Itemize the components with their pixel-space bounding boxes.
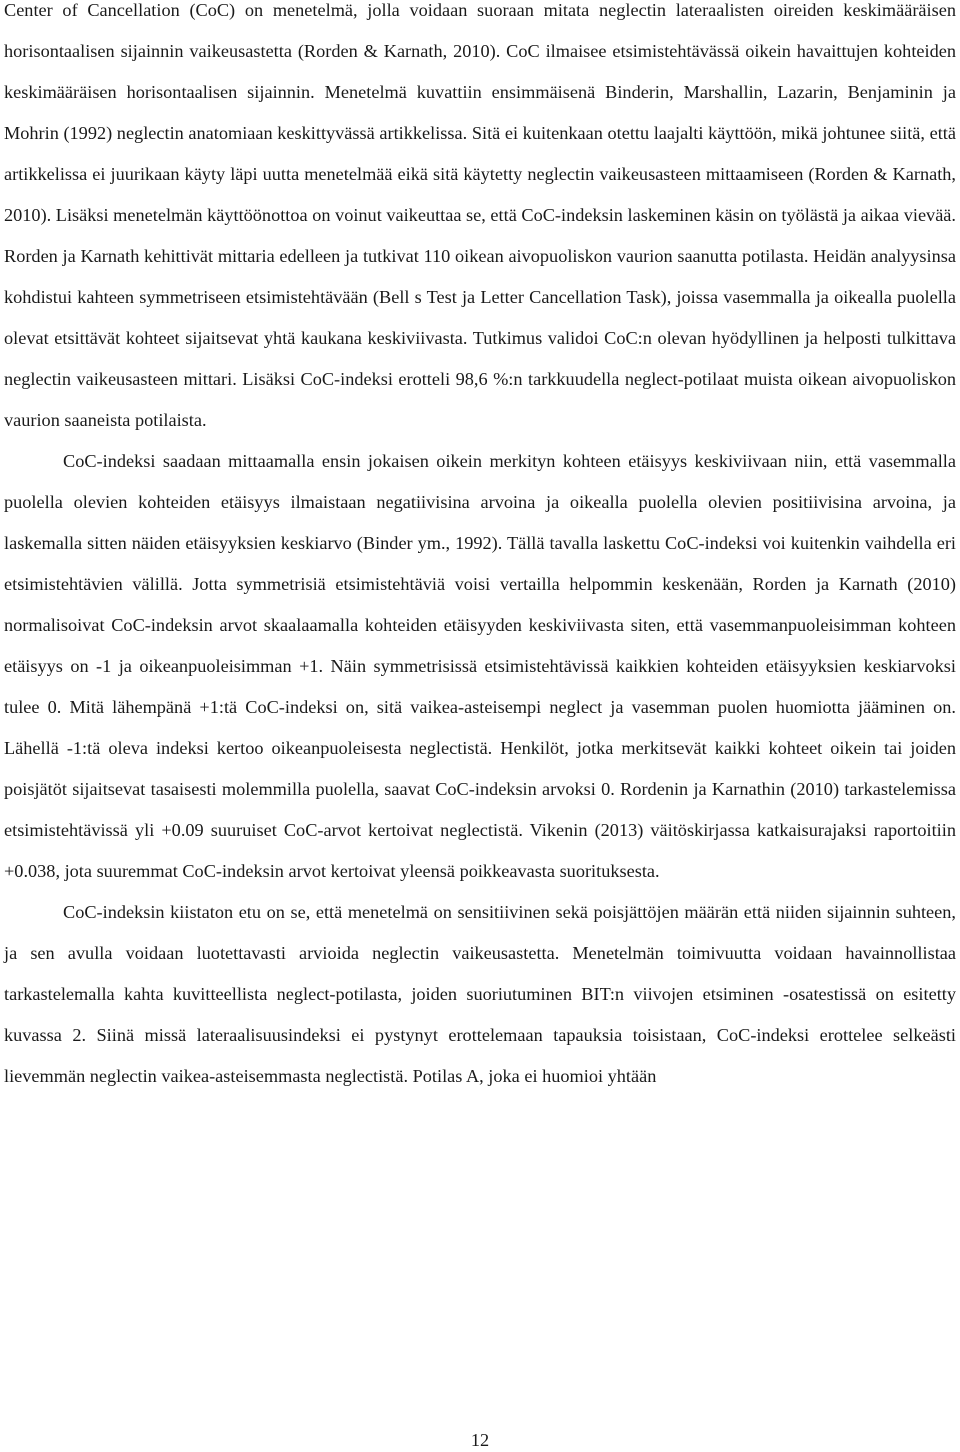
paragraph-coc-definition: Center of Cancellation (CoC) on menetelmä, jolla voidaan suoraan mitata neglectin lateraalisten oireiden keskimääräisen horisontaalisen sijainnin vaikeusastetta (Rorden & Karnath, 2010). CoC ilmaisee etsimistehtävässä oikein havaittujen kohteiden keskimääräisen horisontaalisen sijainnin. Menetelmä kuvattiin ensimmäisenä Binderin, Marshallin, Lazarin, Benjaminin ja Mohrin (1992) neglectin anatomiaan keskittyvässä artikkelissa. Sitä ei kuitenkaan otettu laajalti käyttöön, mikä johtunee siitä, että artikkelissa ei juurikaan käyty läpi uutta menetelmää eikä sitä käytetty neglectin vaikeusasteen mittaamiseen (Rorden & Karnath, 2010). Lisäksi menetelmän käyttöönottoa on voinut vaikeuttaa se, että CoC-indeksin laskeminen käsin on työlästä ja aikaa vievää. Rorden ja Karnath kehittivät mittaria edelleen ja tutkivat 110 oikean aivopuoliskon vaurion saanutta potilasta. Heidän analyysinsa kohdistui kahteen symmetriseen etsimistehtävään (Bell s Test ja Letter Cancellation Task), joissa vasemmalla ja oikealla puolella olevat etsittävät kohteet sijaitsevat yhtä kaukana keskiviivasta. Tutkimus validoi CoC:n olevan hyödyllinen ja helposti tulkittava neglectin vaikeusasteen mittari. Lisäksi CoC-indeksi erotteli 98,6 %:n tarkkuudella neglect-potilaat muista oikean aivopuoliskon vaurion saaneista potilaista. bbox=[4, 0, 956, 430]
body-text bbox=[4, 0, 956, 1097]
page-number: 12 bbox=[470, 1430, 490, 1450]
paragraph-coc-calculation: CoC-indeksi saadaan mittaamalla ensin jokaisen oikein merkityn kohteen etäisyys keskiviivaan niin, että vasemmalla puolella olevien kohteiden etäisyys ilmaistaan negatiivisina arvoina ja oikealla puolella olevien positiivisina arvoina, ja laskemalla sitten näiden etäisyyksien keskiarvo (Binder ym., 1992). Tällä tavalla laskettu CoC-indeksi voi kuitenkin vaihdella eri etsimistehtävien välillä. Jotta symmetrisiä etsimistehtäviä voisi vertailla helpommin keskenään, Rorden ja Karnath (2010) normalisoivat CoC-indeksin arvot skaalaamalla kohteiden etäisyyden keskiviivasta siten, että vasemmanpuoleisimman kohteen etäisyys on -1 ja oikeanpuoleisimman +1. Näin symmetrisissä etsimistehtävissä kaikkien kohteiden etäisyyksien keskiarvoksi tulee 0. Mitä lähempänä +1:tä CoC-indeksi on, sitä vaikea-asteisempi neglect ja vasemman puolen huomiotta jääminen on. Lähellä -1:tä oleva indeksi kertoo oikeanpuoleisesta neglectistä. Henkilöt, jotka merkitsevät kaikki kohteet oikein tai joiden poisjätöt sijaitsevat tasaisesti molemmilla puolella, saavat CoC-indeksin arvoksi 0. Rordenin ja Karnathin (2010) tarkastelemissa etsimistehtävissä yli +0.09 suuruiset CoC-arvot kertoivat neglectistä. Vikenin (2013) väitöskirjassa katkaisurajaksi raportoitiin +0.038, jota suuremmat CoC-indeksin arvot kertoivat yleensä poikkeavasta suorituksesta. bbox=[4, 451, 956, 881]
paragraph-coc-advantage: CoC-indeksin kiistaton etu on se, että menetelmä on sensitiivinen sekä poisjättöjen määrän että niiden sijainnin suhteen, ja sen avulla voidaan luotettavasti arvioida neglectin vaikeusastetta. Menetelmän toimivuutta voidaan havainnollistaa tarkastelemalla kahta kuvitteellista neglect-potilasta, joiden suoriutuminen BIT:n viivojen etsiminen -osatestissä on esitetty kuvassa 2. Siinä missä lateraalisuusindeksi ei pystynyt erottelemaan tapauksia toisistaan, CoC-indeksi erottelee selkeästi lievemmän neglectin vaikea-asteisemmasta neglectistä. Potilas A, joka ei huomioi yhtään bbox=[4, 902, 956, 1086]
